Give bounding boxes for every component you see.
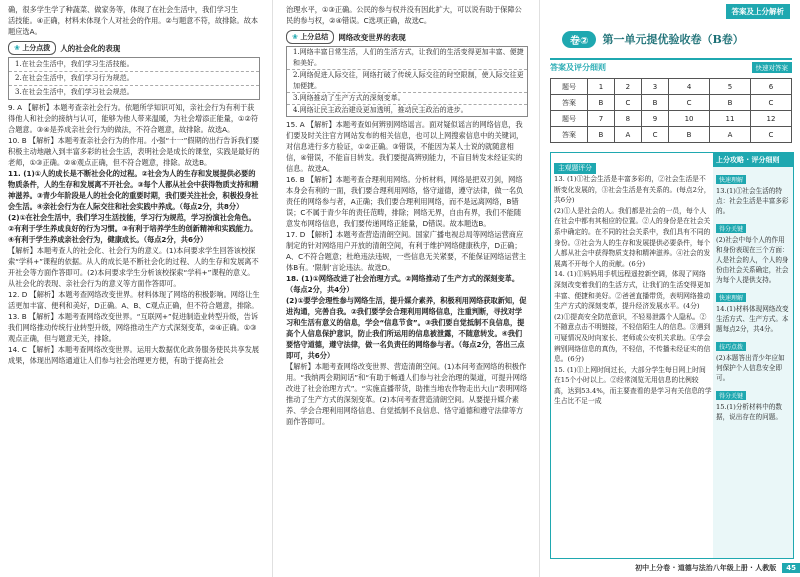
column-divider <box>539 0 540 577</box>
row-header: 答案 <box>551 95 588 111</box>
answer-18b: (2)①要学会理性参与网络生活，提升媒介素养，积极利用网络获取新知，促进沟通，完善自我。②我们要学会合理利用网络信息，注重判断，寻找对学习和生活有意义的信息，学会“信息节食”。③我们要自觉抵制不良信息，提高个人信息保护意识，防止我们所运用的信息被泄露，不随意转发。④我们要恪守道德，遵守法律，做一名负责任的网络参与者。（每点2分，答出三点即可，共6分） <box>286 296 527 360</box>
strip-badge: 快速对答案 <box>752 62 793 73</box>
answer-table <box>550 78 792 143</box>
answer-cell: C <box>751 95 792 111</box>
answer-13: 13. B 【解析】本题考查网络改变世界。“互联网+”促进制造业转型升级，告诉我们网络推动传统行业转型升级，网络推动生产方式深刻变革，②④正确。①③观点正确，但与题意无关，排除。 <box>8 312 259 343</box>
strip-title: 答案及评分细则 <box>550 62 606 72</box>
answer-table-row <box>551 79 792 95</box>
section-title <box>542 30 800 48</box>
answer-16: 16. B 【解析】本题考查合理利用网络。分析材料，网络是把双刃剑，网络本身会有利的一面，我们要合理利用网络，恪守道德，遵守法律，做一名负责任的网络参与者，A正确；我们要合理利用网络，而不是远离网络，B错误；C不属于青少年的责任范畴，排除；网络无界，自由有界，我们不能随意发布网络信息，我们要传递网络正能量，D错误。故本题选B。 <box>286 175 524 228</box>
page-footer <box>542 561 800 575</box>
column-divider <box>272 0 273 577</box>
answer-9: 9. A 【解析】本题考查亲社会行为。依题所学知识可知，亲社会行为有利于获得他人和社会的接纳与认可，能够为他人带来温暖，为社会增添正能量，①②符合题意。③④是养成亲社会行为的做法，不符合题意，故排除。故选A。 <box>8 103 259 134</box>
pane-label: 主观题评分 <box>554 163 596 174</box>
sidebar-head: 上分攻略 · 评分细则 <box>713 153 793 167</box>
summary-box-title <box>286 30 536 44</box>
answer-cell: 12 <box>751 111 792 127</box>
header-badge: 答案及上分解析 <box>726 4 791 19</box>
summary-row: 1.网络丰富日常生活，人们的生活方式，让我们的生活变得更加丰富、便捷和美好。 <box>287 47 527 70</box>
tip-subtitle: 人的社会化的表现 <box>60 43 121 53</box>
sidebar-note: 15.(1)分析材料中的数据，说出存在的问题。 <box>716 403 782 421</box>
summary-box <box>286 46 528 117</box>
text-line: 治理水平，①③正确。公民的参与权并没有因此扩大，可以说有助于保障公民的参与权，②④错误。C选项正确，故选C。 <box>286 5 522 25</box>
row-header: 答案 <box>551 127 588 143</box>
text-line: 确，很多学生学了种蔬菜、做家务等，体现了在社会生活中，我们学习生 <box>8 5 239 14</box>
tip-row: 2.在社会生活中，我们学习行为规范。 <box>9 72 259 86</box>
answer-cell: 2 <box>614 79 641 95</box>
answer-cell: 3 <box>641 79 668 95</box>
footer-text: 初中上分卷 · 道德与法治八年级上册 · 人教版 <box>635 564 777 572</box>
answer-11: 11. (1)①人的成长是不断社会化的过程。②社会为人的生存和发展提供必要的物质条件，人的生存和发展离不开社会。③每个人都从社会中获得物质支持和精神滋养。③青少年阶段是人的社会化的重要时期，我们要关注社会，积极投身社会生活。④亲社会行为在人际交往和社会实践中养成。（每点2分，共8分） <box>8 169 259 211</box>
paper-number: 卷② <box>562 31 596 48</box>
answer-cell: 9 <box>641 111 668 127</box>
leaf-icon: ❀ <box>292 33 298 41</box>
answer-11b: (2)①在社会生活中，我们学习生活技能，学习行为规范，学习扮演社会角色。②有利于学生养成良好的行为习惯。③有利于培养学生的创新精神和实践能力。④有利于学生养成亲社会行为，健康成长。（每点2分，共6分） <box>8 213 258 244</box>
answer-cell: 4 <box>669 79 710 95</box>
tip-box <box>8 57 260 100</box>
answer-cell: B <box>669 127 710 143</box>
summary-row: 3.网络推动了生产方式的深刻变革。 <box>287 93 527 105</box>
page-number: 45 <box>782 563 800 573</box>
tip-row: 3.在社会生活中，我们学习社会规范。 <box>15 88 134 96</box>
subjective-answer: 15. (1)①上网时间过长，大部分学生每日网上时间在15个小时以上。②经常浏览无用信息的比例较高，达到53.4%，而主要查看的是学习有关信息的学生占比不足一成 <box>554 365 712 406</box>
sidebar-tag: 得分关键 <box>716 224 746 233</box>
column-left <box>0 0 268 577</box>
scoring-sidebar <box>713 153 793 558</box>
sidebar-note: 14.(1)材料体现网络改变生活方式、生产方式。本题每点2分，共4分。 <box>716 305 789 333</box>
answer-cell: 1 <box>588 79 615 95</box>
answer-pane <box>551 153 715 558</box>
sidebar-tag: 快速理解 <box>716 293 746 302</box>
answer-cell: 7 <box>588 111 615 127</box>
answer-cell: 8 <box>614 111 641 127</box>
row-header: 题号 <box>551 111 588 127</box>
subjective-answers <box>550 152 794 559</box>
answer-cell: 5 <box>710 79 751 95</box>
paper-title: 第一单元提优验收卷（B卷） <box>602 33 744 46</box>
answer-10: 10. B 【解析】本题考查亲社会行为的作用。小强“十一”假期的出行告诉我们要积极主动地融入到丰富多彩的社会生活，表明社会是成长的课堂，实践是最好的老师，①③正确。②④观点正确，但不符合题意，排除。故选B。 <box>8 136 260 167</box>
answer-cell: 6 <box>751 79 792 95</box>
subjective-answer: (2)①提高安全防范意识，不轻易泄露个人隐私。②不随意点击不明链接，不轻信陌生人的信息。③遇到可疑情况及时向家长、老师或公安机关求助。④学会辨别网络信息的真伪，不轻信，不传播未经证实的信息。(6分) <box>554 312 711 364</box>
answer-18: 18. (1)①网络改进了社会治理方式。②网络推动了生产方式的深刻变革。（每点2分，共4分） <box>286 274 520 294</box>
answer-cell: B <box>588 95 615 111</box>
answer-cell: C <box>614 95 641 111</box>
answer-cell: B <box>641 95 668 111</box>
answer-cell: B <box>710 95 751 111</box>
column-right <box>542 0 800 577</box>
summary-tag: ❀ 上分总结 <box>286 30 334 44</box>
summary-subtitle: 网络改变世界的表现 <box>338 32 406 42</box>
subjective-answer: 13. (1)①社会生活是丰富多彩的，②社会生活是不断变化发展的，③社会生活是有关系的。(每点2分，共6分) <box>554 175 711 205</box>
sidebar-note: (2)社会中每个人的作用和身份表现在三个方面：人是社会的人，个人的身份由社会关系确定，社会为每个人提供支持。 <box>716 236 789 284</box>
answer-17: 17. D 【解析】本题考查营造清朗空间。国家广播电视总局等网络运营商应制定的针对网络用户开放的清朗空间，有利于维护网络健康秩序，D正确；A、C不符合题意；杜绝违法违规，一些信息无关紧要，不能保证网络运营主体B有。‘限制’言论违法。故选D。 <box>286 230 526 272</box>
answer-strip <box>550 58 792 74</box>
answer-15: 15. A 【解析】本题考查如何辨别网络谣言。面对疑似谣言的网络信息，我们要及时关注官方网站发布的相关信息，也可以上网搜索信息中的关键词，对信息进行多方验证，①②正确。③错误，不能因为某人士说的就随意相信，④错误，不能盲目转发。我们要提高辨别能力，不盲目转发未经证实的信息。故选A。 <box>286 120 524 173</box>
sidebar-note: (2)本题答出青少年应如何保护个人信息安全即可。 <box>716 354 785 382</box>
answer-cell: C <box>669 95 710 111</box>
tip-box-title <box>8 41 268 55</box>
answer-12: 12. D 【解析】本题考查网络改变世界。材料体现了网络的积极影响。网络让生活更加丰富、便利和美好，D正确。A、B、C观点正确，但不符合题意，排除。 <box>8 290 260 310</box>
answer-14: 14. C 【解析】本题考查网络改变世界。运用大数据优化政务服务使民共享发展成果，体现出网络通道让人们参与社会治理更方便，有助于提高社会 <box>8 345 260 365</box>
column-middle <box>278 0 536 577</box>
answer-cell: 11 <box>710 111 751 127</box>
sidebar-tag: 技巧点拨 <box>716 342 746 351</box>
answer-cell: A <box>710 127 751 143</box>
answer-table-row <box>551 127 792 143</box>
sidebar-tag: 快速理解 <box>716 175 746 184</box>
answer-table-row <box>551 95 792 111</box>
leaf-icon: ❀ <box>14 44 20 52</box>
answer-cell: B <box>588 127 615 143</box>
subjective-answer: 14. (1)①妈妈用手机远程遥控新空调，体现了网络深刻改变着我们的生活方式，让我们的生活变得更加丰富、便捷和美好。②爸爸直播带货，表明网络推动生产方式的深刻变革，提升经济发展水平。(4分) <box>554 270 711 311</box>
text-line: 活技能。④正确，材料未体现个人对社会的作用。②与题意不符，故排除。故本题应选A。 <box>8 16 259 36</box>
answer-cell: A <box>614 127 641 143</box>
page-header <box>542 0 800 22</box>
summary-row: 4.网络让民主政治建设更加透明，推动民主政治的进步。 <box>293 106 468 114</box>
tip-row: 1.在社会生活中，我们学习生活技能。 <box>9 58 259 72</box>
tip-tag: ❀ 上分点拨 <box>8 41 56 55</box>
subjective-answer: (2)①人是社会的人。我们都是社会的一员，每个人在社会中都有其相应的位置。②人的身份是在社会关系中确定的。在不同的社会关系中，我们具有不同的身份。③社会为人的生存和发展提供必要条件，每个人都从社会中获得物质支持和精神滋养。④社会的发展离不开每个人的贡献。(6分) <box>554 206 711 268</box>
row-header: 题号 <box>551 79 588 95</box>
answer-cell: 10 <box>669 111 710 127</box>
answer-cell: C <box>641 127 668 143</box>
answer-table-row <box>551 111 792 127</box>
summary-row: 2.网络促进人际交往，网络打破了传统人际交往的时空限制，使人际交往更加便捷。 <box>287 70 527 93</box>
answer-cell: C <box>751 127 792 143</box>
sidebar-note: 13.(1)①社会生活的特点：社会生活是丰富多彩的。 <box>716 187 789 215</box>
analysis-11: 【解析】本题考查人的社会化、社会行为的意义。(1)本问要求学生回答该校探索“学科+”课程的依据。从人的成长是不断社会化的过程、人的生存和发展离不开社会等方面作答即可。(2)本问要求学生分析该校探索“学科+”课程的意义。从社会化的表现、亲社会行为的意义等方面作答即可。 <box>8 246 259 288</box>
sidebar-tag: 得分关键 <box>716 391 746 400</box>
analysis-18: 【解析】本题考查网络改变世界、营造清朗空间。(1)本问考查网络的积极作用。“我纳两会期间话”和“有助于畅通人们参与社会治理的渠道，可提升网络改进了社会治理方式”。“实施直播带货，助推当地农作物走出大山”表明网络推动了生产方式的深刻变革。(2)本问考查营造清朗空间。从要提升媒介素养、学会合理利用网络信息、自觉抵制不良信息、恪守道德和遵守法律等方面作答即可。 <box>286 362 528 426</box>
